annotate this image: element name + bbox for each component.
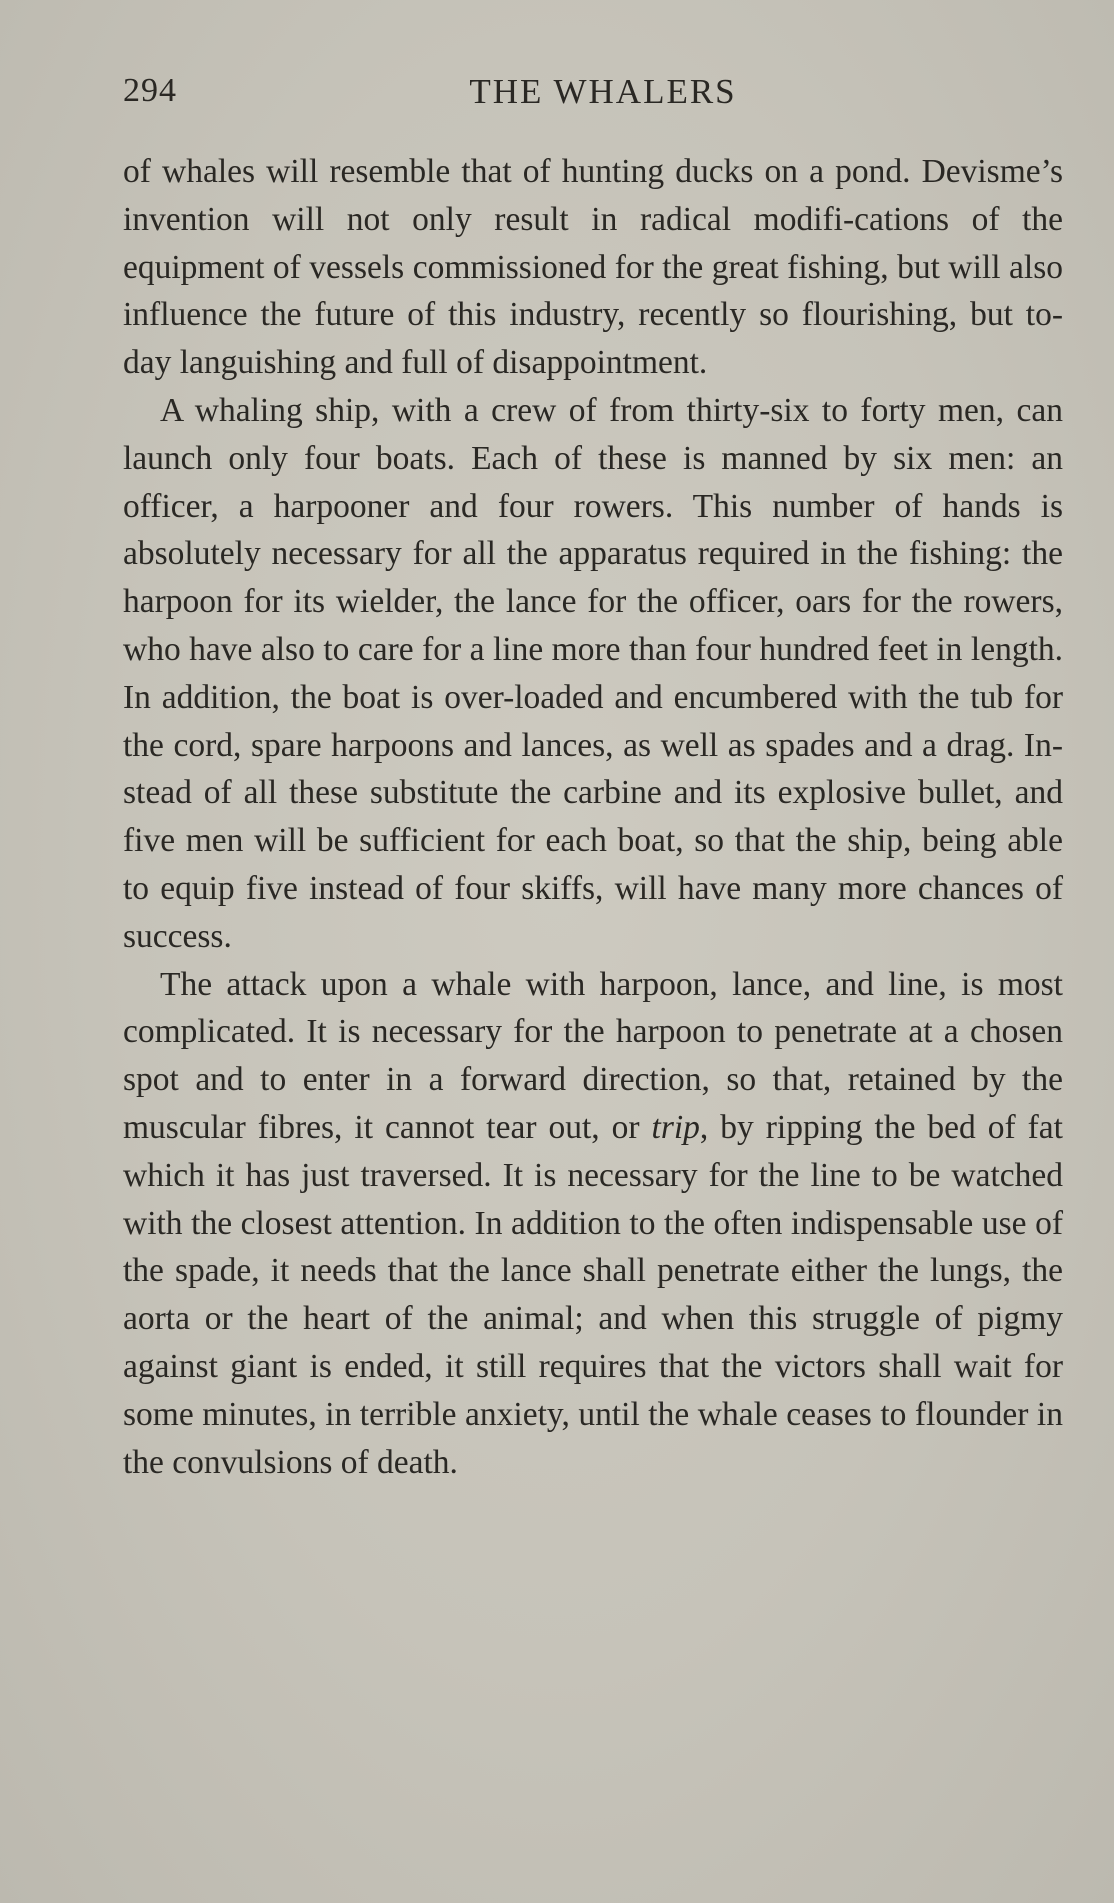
running-title: THE WHALERS [469, 72, 737, 111]
paragraph-2: A whaling ship, with a crew of from thirty-six to forty men, can launch only four boats. Each of these is manned by six men: an officer, a harpooner and four rowers. This number of hands is absolutely necessary for all the apparatus required in the fishing: the harpoon for its wielder, the lance for the officer, oars for the rowers, who have also to care for a line more than four hundred feet in length. In addition, the boat is over-loaded and encumbered with the tub for the cord, spare harpoons and lances, as well as spades and a drag. In-stead of all these substitute the carbine and its explosive bullet, and five men will be sufficient for each boat, so that the ship, being able to equip five instead of four skiffs, will have many more chances of success. [123, 391, 1063, 955]
paragraph-3 [123, 961, 1063, 1487]
page-header [123, 72, 1063, 122]
italic-word: trip [651, 1108, 700, 1146]
paragraph-3-part-1: The attack upon a whale with harpoon, lance, and line, is most complicated. It is necessary for the harpoon to penetrate at a chosen spot and to enter in a forward direction, so that, retained by the muscular fibres, it cannot tear out, or [123, 965, 1063, 1146]
page-number: 294 [123, 72, 177, 109]
paragraph-1: of whales will resemble that of hunting ducks on a pond. Devisme’s invention will not only result in radical modifi-cations of the equipment of vessels commissioned for the great fishing, but will also influence the future of this industry, recently so flourishing, but to-day languishing and full of disappointment. [123, 153, 1063, 382]
paragraph-3-part-2: , by ripping the bed of fat which it has just traversed. It is necessary for the line to be watched with the closest attention. In addition to the often indispensable use of the spade, it needs that the lance shall penetrate either the lungs, the aorta or the heart of the animal; and when this struggle of pigmy against giant is ended, it still requires that the victors shall wait for some minutes, in terrible anxiety, until the whale ceases to flounder in the convulsions of death. [123, 1108, 1063, 1481]
body-text [123, 148, 1063, 1486]
